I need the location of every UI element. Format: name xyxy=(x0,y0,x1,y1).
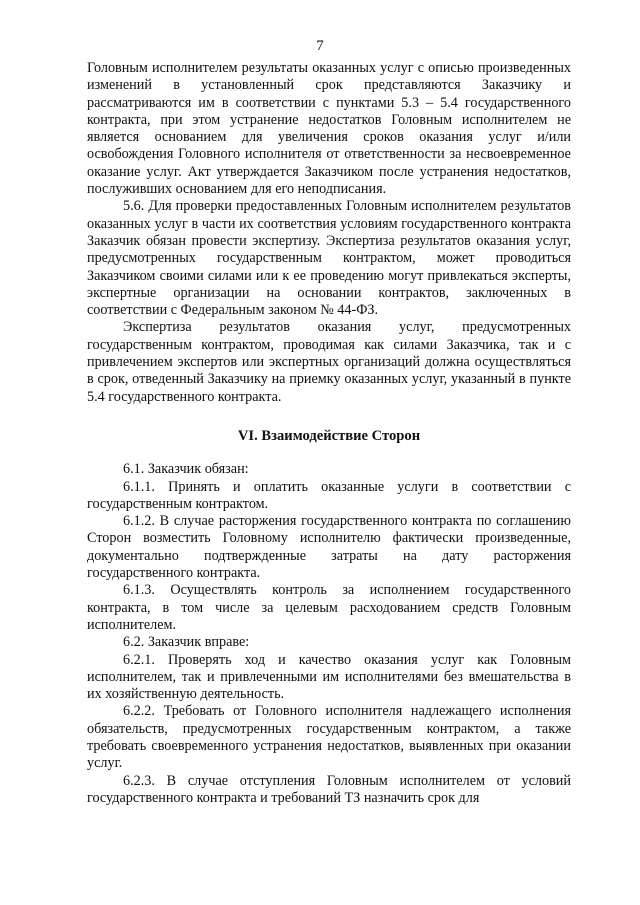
section-heading: VI. Взаимодействие Сторон xyxy=(237,427,421,444)
paragraph: Экспертиза результатов оказания услуг, предусмотренных государственным контрактом, проводимая как силами Заказчика, так и с привлечением экспертов или экспертных организаций должна осуществляться в срок, отведенный Заказчику на приемку оказанных услуг, указанный в пункте 5.4 государственного контракта. xyxy=(87,319,571,405)
document-body xyxy=(87,60,571,807)
page-number: 7 xyxy=(316,38,324,54)
paragraph: 6.2.3. В случае отступления Головным исполнителем от условий государственного контракта и требований ТЗ назначить срок для xyxy=(87,772,571,806)
paragraph: 6.2.1. Проверять ход и качество оказания услуг как Головным исполнителем, так и привлеченными им исполнителями без вмешательства в их хозяйственную деятельность. xyxy=(87,651,571,703)
paragraph: 6.1.3. Осуществлять контроль за исполнением государственного контракта, в том числе за целевым расходованием средств Головным исполнителем. xyxy=(87,582,571,633)
paragraph: 6.1.1. Принять и оплатить оказанные услуги в соответствии с государственным контрактом. xyxy=(87,478,571,512)
paragraph: Головным исполнителем результаты оказанных услуг с описью произведенных изменений в установленный срок представляются Заказчику и рассматриваются им в соответствии с пунктами 5.3 – 5.4 государственного контракта, при этом устранение недостатков Головным исполнителем не является основанием для увеличения сроков оказания услуг и/или освобождения Головного исполнителя от ответственности за несвоевременное оказание услуг. Акт утверждается Заказчиком после устранения недостатков, послуживших основанием для его неподписания. xyxy=(87,60,571,198)
paragraph: 6.1. Заказчик обязан: xyxy=(123,461,249,478)
paragraph: 5.6. Для проверки предоставленных Головным исполнителем результатов оказанных услуг в части их соответствия условиям государственного контракта Заказчик обязан провести экспертизу. Экспертиза результатов оказания услуг, предусмотренных государственным контрактом, может проводиться Заказчиком своими силами или к ее проведению могут привлекаться эксперты, экспертные организации на основании контрактов, заключенных в соответствии с Федеральным законом № 44-ФЗ. xyxy=(87,198,571,319)
paragraph: 6.2. Заказчик вправе: xyxy=(123,634,250,651)
paragraph: 6.1.2. В случае расторжения государственного контракта по соглашению Сторон возместить Головному исполнителю фактически произведенные, документально подтвержденные затраты на дату расторжения государственного контракта. xyxy=(87,513,571,582)
paragraph: 6.2.2. Требовать от Головного исполнителя надлежащего исполнения обязательств, предусмотренных государственным контрактом, а также требовать своевременного устранения недостатков, выявленных при оказании услуг. xyxy=(87,703,571,772)
